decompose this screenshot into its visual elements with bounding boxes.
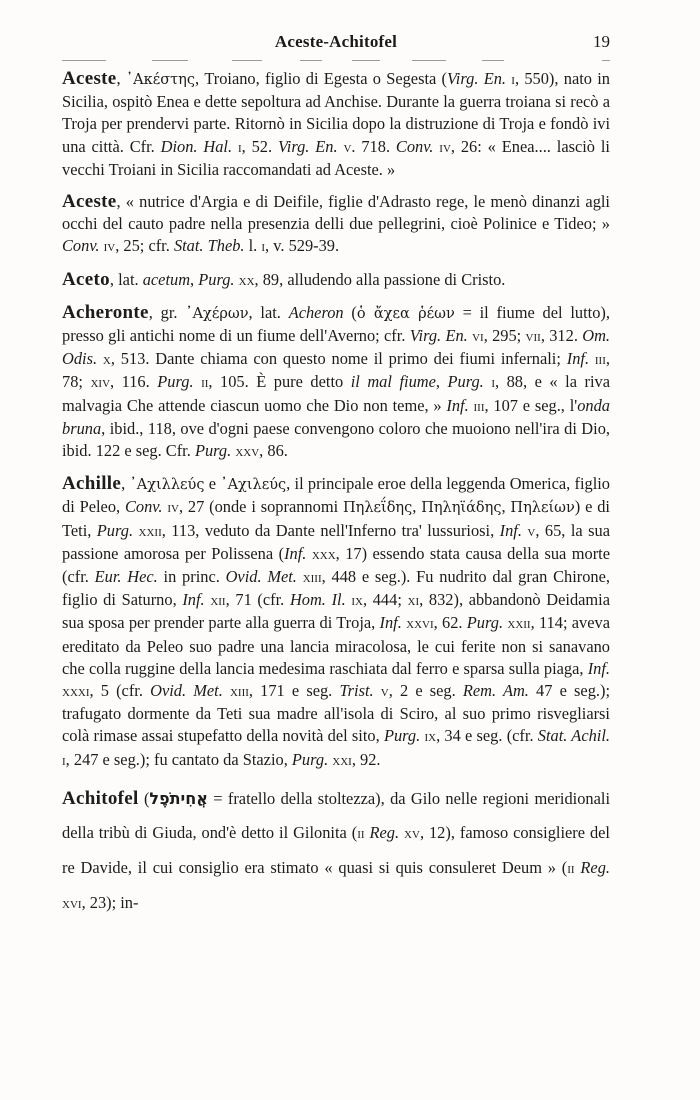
citation-italic: Purg.: [96, 520, 134, 540]
text-run: , 12), famoso consigliere del re Davide, il cui consiglio era stimato « quasi si quis consuleret Deum » (: [62, 822, 610, 877]
roman-numeral: i: [62, 752, 66, 769]
text-run: ,: [116, 69, 126, 88]
text-run: = il fiume del lutto), presso gli antichi nome di un fiume dell'Averno; cfr.: [62, 302, 610, 346]
greek-term: ᾿Αχιλλεύς: [129, 477, 205, 494]
running-title: Aceste-Achitofel: [274, 32, 398, 51]
roman-numeral: xv: [404, 825, 420, 842]
text-run: , 171 e seg.: [248, 681, 340, 701]
entry-text: [110, 270, 505, 289]
citation-italic: Purg.: [291, 749, 329, 769]
citation-italic: Hom. Il.: [289, 590, 346, 610]
roman-numeral: xiii: [229, 684, 249, 701]
entry-text: [62, 303, 610, 460]
text-run: , 444;: [362, 590, 408, 610]
citation-italic: Virg. En.: [447, 69, 507, 88]
roman-numeral: xiii: [302, 570, 322, 587]
greek-term: Πηληϊάδης: [421, 500, 502, 517]
text-run: , lat.: [109, 269, 143, 289]
text-run: , 92.: [351, 749, 381, 769]
entry-acheronte: [62, 302, 610, 463]
text-run: (: [138, 788, 150, 808]
text-run: , 78;: [62, 349, 610, 392]
citation-italic: Inf.: [566, 349, 590, 369]
citation-italic: Virg. En.: [277, 136, 338, 156]
roman-numeral: xxvi: [406, 616, 434, 633]
text-run: , 25; cfr.: [115, 236, 174, 256]
text-run: , 550), nato in Sicilia, ospitò Enea e dette sepoltura ad Anchise. Durante la guerra troiana si recò a Troja per prendervi parte. Ritornò in Sicilia dopo la distruzione di Troja e fondò ivi una città. Cfr.: [62, 69, 610, 156]
entry-text: [62, 69, 610, 179]
roman-numeral: ix: [351, 593, 363, 610]
roman-numeral: xx: [238, 272, 255, 289]
text-run: , « nutrice d'Argia e di Deifile, figlie d'Adrasto rege, le menò dinanzi agli occhi del cauto padre nella presenzia delli due pellegrini, cioè Polinice e Tideo; »: [62, 192, 610, 234]
text-run: , 5 (cfr.: [89, 681, 151, 701]
citation-italic: Purg.: [194, 441, 232, 461]
roman-numeral: i: [261, 239, 266, 256]
entry-text: [62, 474, 610, 768]
roman-numeral: xxv: [235, 444, 260, 461]
roman-numeral: iii: [594, 352, 606, 369]
text-run: [194, 372, 202, 391]
text-run: , gr.: [148, 302, 186, 322]
entry-aceto: [62, 269, 610, 292]
text-run: 47 e seg.); trafugato dormente da Teti sua madre all'isola di Sciro, al suo primo risvegliarsi colà rimase assai stupefatto della novità del sito,: [62, 681, 610, 746]
citation-italic: Inf.: [446, 395, 469, 415]
text-run: , 71 (cfr.: [225, 590, 290, 610]
citation-italic: acetum: [142, 269, 191, 289]
roman-numeral: ii: [567, 860, 575, 877]
text-run: , ibid., 118, ove d'ogni paese convengono coloro che muoiono nell'ira di Dio, ibid. 122 e seg. Cfr.: [62, 418, 610, 461]
citation-italic: Inf.: [284, 543, 307, 563]
roman-numeral: v: [380, 684, 389, 701]
text-run: = fratello della stoltezza), da Gilo nelle regioni meridionali della tribù di Giuda, ond'è detto il Gilonita (: [62, 788, 611, 842]
text-run: ,: [435, 372, 448, 392]
text-run: . 718.: [351, 136, 396, 156]
citation-italic: Acheron: [288, 302, 344, 322]
roman-numeral: x: [102, 352, 111, 369]
roman-numeral: ii: [201, 375, 209, 392]
roman-numeral: v: [343, 139, 352, 156]
roman-numeral: xxi: [332, 752, 352, 769]
text-run: in princ.: [157, 567, 226, 587]
citation-italic: Purg.: [383, 726, 421, 746]
roman-numeral: iv: [167, 500, 179, 517]
text-run: e: [204, 474, 221, 494]
running-head: [62, 32, 610, 54]
text-run: ,: [121, 474, 130, 494]
text-run: , 513. Dante chiama con questo nome il primo dei fiumi infernali;: [110, 349, 567, 369]
greek-term: ὁ ἄχεα ῥέων: [356, 305, 455, 322]
citation-italic: Conv.: [124, 497, 163, 517]
text-run: , 2 e seg.: [388, 681, 463, 701]
text-run: , 62.: [433, 613, 467, 633]
roman-numeral: xxii: [507, 616, 531, 633]
citation-italic: Om. Odis.: [62, 326, 611, 369]
text-run: , 34 e seg. (cfr.: [436, 726, 538, 746]
citation-italic: Inf.: [379, 613, 402, 633]
entry-text: [62, 192, 610, 255]
text-run: ,: [501, 497, 511, 517]
roman-numeral: iv: [439, 139, 451, 156]
citation-italic: Stat. Theb.: [173, 236, 245, 256]
citation-italic: Reg.: [369, 822, 400, 842]
citation-italic: Eur. Hec.: [94, 567, 158, 587]
citation-italic: Rem. Am.: [462, 681, 529, 701]
entry-aceste-1: [62, 68, 610, 181]
citation-italic: Purg.: [466, 613, 504, 633]
citation-italic: Inf.: [499, 520, 522, 540]
citation-italic: Reg.: [580, 857, 610, 877]
citation-italic: Trist.: [339, 681, 374, 701]
text-run: [374, 681, 381, 700]
text-run: , 114; aveva ereditato da Peleo suo padre una lancia miracolosa, le cui ferite non si sanavano che colla ruggine della lancia medesima raschiata dal ferro e sparsa sulla piaga,: [62, 613, 611, 678]
roman-numeral: iv: [103, 239, 116, 256]
text-run: l.: [244, 236, 262, 256]
roman-numeral: xxx: [311, 546, 336, 563]
citation-italic: il mal fiume: [350, 372, 436, 392]
text-run: , v. 529-39.: [265, 236, 340, 256]
text-run: , 105. È pure detto: [208, 372, 351, 392]
roman-numeral: i: [237, 139, 242, 156]
text-run: , 247 e seg.); fu cantato da Stazio,: [65, 749, 292, 769]
text-run: ,: [190, 269, 199, 289]
text-run: , 88, e « la riva malvagia Che attende ciascun uomo che Dio non teme, »: [62, 372, 610, 415]
entry-lemma: Aceste: [62, 191, 117, 213]
roman-numeral: xxii: [138, 523, 162, 540]
roman-numeral: iii: [473, 398, 485, 415]
citation-italic: Conv.: [62, 236, 100, 256]
page-number: 19: [593, 32, 610, 51]
entry-text: [62, 789, 610, 912]
text-run: , 23); in-: [81, 892, 139, 912]
roman-numeral: v: [527, 523, 536, 540]
text-run: ) e di Teti,: [62, 497, 610, 540]
entry-achille: [62, 473, 610, 772]
entry-lemma: Achitofel: [62, 787, 139, 809]
greek-term: Πηλείων: [510, 500, 575, 517]
text-run: , 65, la sua passione amorosa per Polissena (: [62, 520, 610, 563]
text-run: [223, 681, 230, 700]
text-run: , 89, alludendo alla passione di Cristo.: [254, 269, 506, 289]
text-run: , 27 (onde i soprannomi: [178, 497, 343, 517]
roman-numeral: i: [491, 375, 495, 392]
text-run: , 113, veduto da Dante nell'Inferno tra' lussuriosi,: [161, 520, 500, 540]
citation-italic: Stat. Achil.: [537, 726, 610, 746]
text-run: , lat.: [248, 302, 289, 322]
text-run: (: [343, 302, 357, 322]
text-run: , 295;: [483, 326, 526, 346]
entry-lemma: Achille: [62, 473, 122, 495]
roman-numeral: vii: [525, 329, 541, 346]
citation-italic: Ovid. Met.: [225, 567, 297, 587]
text-run: , Troiano, figlio di Egesta o Segesta (: [194, 69, 448, 88]
hebrew-term: אֲחִיתֹפֶל: [149, 788, 208, 808]
roman-numeral: xi: [407, 593, 420, 610]
roman-numeral: xiv: [90, 375, 111, 392]
text-run: , 52.: [241, 136, 278, 156]
text-run: , 107 e seg., l': [484, 395, 578, 415]
roman-numeral: xxxi: [62, 684, 90, 701]
text-run: , il principale eroe della leggenda Omerica, figlio di Peleo,: [62, 474, 610, 517]
roman-numeral: ix: [424, 729, 437, 746]
greek-term: ᾿Αχέρων: [185, 305, 249, 322]
text-run: , 116.: [110, 372, 158, 392]
text-run: ,: [412, 497, 422, 517]
citation-italic: Inf.: [587, 658, 610, 678]
citation-italic: Dion. Hal.: [160, 136, 233, 156]
text-run: , 17) essendo stata causa della sua morte (cfr.: [62, 543, 610, 587]
text-run: , 86.: [259, 441, 288, 461]
citation-italic: Purg.: [198, 269, 235, 289]
greek-term: ᾿Ακέστης: [125, 72, 195, 88]
entries-column: [62, 68, 610, 931]
entry-achitofel: [62, 782, 610, 921]
text-run: , 448 e seg.). Fu nudrito dal gran Chirone, figlio di Saturno,: [62, 567, 610, 610]
greek-term: Πηλεΐδης: [342, 500, 413, 517]
citation-italic: Ovid. Met.: [150, 681, 223, 701]
citation-italic: Conv.: [395, 136, 434, 156]
text-run: , 832), abbandonò Deidamia sua sposa per prender parte alla guerra di Troja,: [62, 590, 610, 633]
citation-italic: Inf.: [182, 590, 205, 610]
entry-lemma: Aceste: [62, 68, 117, 89]
roman-numeral: xii: [210, 593, 226, 610]
roman-numeral: xvi: [62, 895, 82, 912]
entry-lemma: Acheronte: [62, 301, 149, 323]
citation-italic: Purg.: [157, 372, 194, 392]
entry-lemma: Aceto: [62, 268, 110, 290]
text-run: , 26: « Enea.... lasciò li vecchi Troiani in Sicilia raccomandati ad Aceste. »: [62, 136, 610, 179]
citation-italic: Virg. En.: [409, 326, 468, 346]
entry-aceste-2: [62, 191, 610, 259]
text-run: , 312.: [540, 326, 583, 346]
roman-numeral: vi: [472, 329, 484, 346]
roman-numeral: ii: [357, 825, 365, 842]
roman-numeral: i: [511, 72, 515, 88]
citation-italic: onda bruna: [62, 395, 610, 438]
greek-term: ᾿Αχιλεύς: [220, 477, 287, 494]
citation-italic: Purg.: [447, 372, 484, 392]
